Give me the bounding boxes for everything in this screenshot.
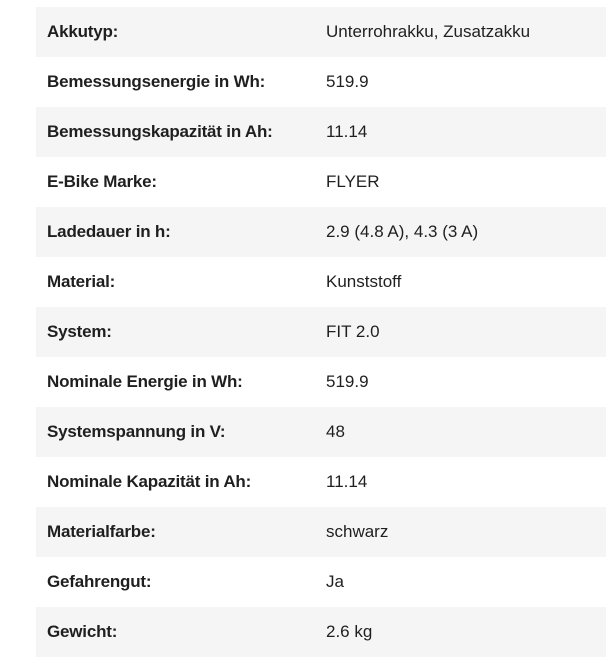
spec-row-materialfarbe xyxy=(36,507,606,557)
spec-label: Nominale Energie in Wh: xyxy=(47,372,243,391)
spec-label: Akkutyp: xyxy=(47,22,119,41)
spec-label: Bemessungskapazität in Ah: xyxy=(47,122,273,141)
spec-table xyxy=(36,7,606,657)
spec-label: E-Bike Marke: xyxy=(47,172,157,191)
spec-value: Ja xyxy=(326,572,344,591)
spec-row-system xyxy=(36,307,606,357)
spec-row-ladedauer xyxy=(36,207,606,257)
spec-row-akkutyp xyxy=(36,7,606,57)
spec-label: Gefahrengut: xyxy=(47,572,152,591)
spec-value: 11.14 xyxy=(326,472,368,491)
spec-label: Ladedauer in h: xyxy=(47,222,171,241)
spec-value: Kunststoff xyxy=(326,272,402,291)
spec-row-bemessungsenergie xyxy=(36,57,606,107)
spec-row-systemspannung xyxy=(36,407,606,457)
spec-row-gewicht xyxy=(36,607,606,657)
spec-row-nominale-energie xyxy=(36,357,606,407)
spec-value: schwarz xyxy=(326,522,389,541)
spec-label: Gewicht: xyxy=(47,622,118,641)
spec-value: FIT 2.0 xyxy=(326,322,380,341)
spec-label: Bemessungsenergie in Wh: xyxy=(47,72,266,91)
spec-row-material xyxy=(36,257,606,307)
spec-value: FLYER xyxy=(326,172,380,191)
spec-table-body xyxy=(36,7,606,657)
spec-value: 2.9 (4.8 A), 4.3 (3 A) xyxy=(326,222,479,241)
spec-value: 2.6 kg xyxy=(326,622,373,641)
spec-value: 48 xyxy=(326,422,345,441)
spec-value: 519.9 xyxy=(326,72,369,91)
spec-value: 519.9 xyxy=(326,372,369,391)
spec-row-ebike-marke xyxy=(36,157,606,207)
spec-row-nominale-kapazitaet xyxy=(36,457,606,507)
spec-value: 11.14 xyxy=(326,122,368,141)
spec-row-bemessungskapazitaet xyxy=(36,107,606,157)
spec-row-gefahrengut xyxy=(36,557,606,607)
spec-label: Material: xyxy=(47,272,116,291)
spec-label: Systemspannung in V: xyxy=(47,422,226,441)
spec-label: Nominale Kapazität in Ah: xyxy=(47,472,252,491)
spec-label: System: xyxy=(47,322,112,341)
spec-value: Unterrohrakku, Zusatzakku xyxy=(326,22,531,41)
spec-label: Materialfarbe: xyxy=(47,522,156,541)
